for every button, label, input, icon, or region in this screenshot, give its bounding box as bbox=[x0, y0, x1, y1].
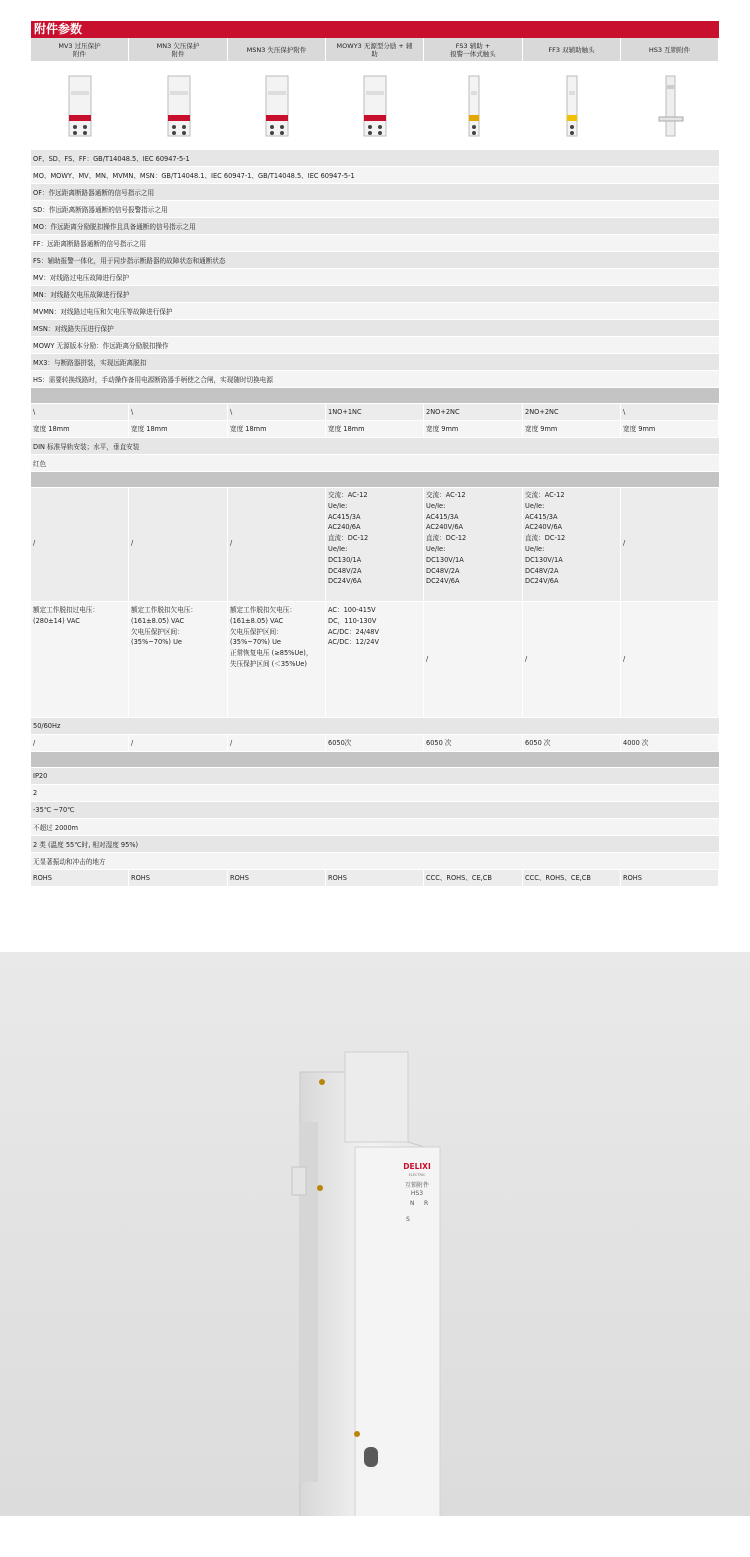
spec-row: HS：需要转换线路时，手动操作备用电源断路器手柄使之合闸，实现随时切换电源 bbox=[31, 371, 719, 387]
column-header-label: MV3 过压保护 附件 bbox=[58, 41, 101, 58]
table-cell: / bbox=[131, 739, 134, 747]
table-cell: / bbox=[33, 539, 36, 547]
table-cell: ROHS bbox=[230, 874, 249, 882]
spec-row: 红色 bbox=[31, 455, 719, 471]
photo-brand-sub: ELECTRIC bbox=[408, 1173, 426, 1177]
table-cell: 2NO+2NC bbox=[426, 408, 460, 416]
spec-row: 2 bbox=[31, 785, 719, 801]
spec-row: 2 类 (温度 55℃时, 相对湿度 95%) bbox=[31, 836, 719, 852]
table-cell: CCC、ROHS、CE,CB bbox=[426, 874, 492, 882]
spec-row: FF：远距离断路器通断的信号指示之用 bbox=[31, 235, 719, 251]
column-header bbox=[424, 38, 522, 61]
product-thumbnail bbox=[326, 63, 424, 148]
spec-row: DIN 标准导轨安装；水平，垂直安装 bbox=[31, 438, 719, 454]
table-cell: 2NO+2NC bbox=[525, 408, 559, 416]
photo-product-name: 互锁附件 bbox=[404, 1182, 429, 1189]
photo-brand: DELIXI bbox=[403, 1162, 431, 1171]
spec-row: MVMN：对线路过电压和欠电压等故障进行保护 bbox=[31, 303, 719, 319]
product-thumbnail-image bbox=[262, 71, 292, 141]
spec-row: MO：作远距离分励脱扣操作且具备通断的信号指示之用 bbox=[31, 218, 719, 234]
spec-row: MOWY 无源版本分励：作远距离分励脱扣操作 bbox=[31, 337, 719, 353]
section-divider bbox=[31, 752, 719, 767]
table-cell: 4000 次 bbox=[623, 739, 649, 747]
table-cell: \ bbox=[623, 408, 626, 416]
product-thumbnail bbox=[523, 63, 621, 148]
table-cell: 宽度 18mm bbox=[328, 425, 365, 433]
product-thumbnail-image bbox=[655, 71, 685, 141]
table-cell: / bbox=[623, 655, 626, 663]
table-cell: 交流：AC-12 Ue/Ie: AC415/3A AC240/6A 直流：DC-12 Ue/Ie: DC130/1A DC48V/2A DC24V/6A bbox=[328, 491, 369, 586]
product-thumbnail bbox=[621, 63, 719, 148]
table-cell: 6050 次 bbox=[525, 739, 551, 747]
product-thumbnail-image bbox=[557, 71, 587, 141]
table-cell: / bbox=[426, 655, 429, 663]
section-title: 附件参数 bbox=[31, 21, 719, 38]
table-cell: / bbox=[230, 739, 233, 747]
table-cell: / bbox=[525, 655, 528, 663]
column-header-label: HS3 互锁附件 bbox=[648, 45, 691, 54]
table-cell: CCC、ROHS、CE,CB bbox=[525, 874, 591, 882]
product-thumbnail-image bbox=[164, 71, 194, 141]
spec-row: 不超过 2000m bbox=[31, 819, 719, 835]
table-cell: \ bbox=[230, 408, 233, 416]
spec-row: OF：作远距离断路器通断的信号指示之用 bbox=[31, 184, 719, 200]
table-cell: / bbox=[33, 739, 36, 747]
table-cell: \ bbox=[33, 408, 36, 416]
spec-row: MSN：对线路失压进行保护 bbox=[31, 320, 719, 336]
column-header-label: MSN3 失压保护附件 bbox=[246, 45, 307, 54]
product-thumbnail bbox=[424, 63, 523, 148]
table-cell: / bbox=[623, 539, 626, 547]
section-divider bbox=[31, 472, 719, 487]
table-cell: 6050 次 bbox=[426, 739, 452, 747]
table-cell: 交流：AC-12 Ue/Ie: AC415/3A AC240V/6A 直流：DC-12 Ue/Ie: DC130V/1A DC48V/2A DC24V/6A bbox=[525, 491, 566, 586]
table-cell: 1NO+1NC bbox=[328, 408, 362, 416]
photo-model: HS3 bbox=[410, 1190, 424, 1197]
table-cell: ROHS bbox=[131, 874, 150, 882]
table-cell: 宽度 9mm bbox=[623, 425, 656, 433]
product-thumbnail bbox=[129, 63, 228, 148]
product-thumbnail-image bbox=[65, 71, 95, 141]
column-header bbox=[228, 38, 325, 61]
table-cell: 宽度 18mm bbox=[230, 425, 267, 433]
spec-row: OF、SD、FS、FF：GB/T14048.5、IEC 60947-5-1 bbox=[31, 150, 719, 166]
spec-row: -35℃ ~70℃ bbox=[31, 802, 719, 818]
spec-row: 无显著振动和冲击的地方 bbox=[31, 853, 719, 869]
product-thumbnail bbox=[31, 63, 129, 148]
column-header-label: FS3 辅助 + 报警一体式触头 bbox=[450, 41, 496, 58]
table-cell: 宽度 9mm bbox=[426, 425, 459, 433]
spec-row: MN：对线路欠电压故障进行保护 bbox=[31, 286, 719, 302]
table-cell: ROHS bbox=[623, 874, 642, 882]
product-photo bbox=[0, 952, 750, 1516]
spec-row: SD：作远距离断路器通断的信号报警指示之用 bbox=[31, 201, 719, 217]
spec-row: MO、MOWY、MV、MN、MVMN、MSN：GB/T14048.1、IEC 60947-1、GB/T14048.5、IEC 60947-5-1 bbox=[31, 167, 719, 183]
product-thumbnail-image bbox=[459, 71, 489, 141]
column-header-label: MN3 欠压保护 附件 bbox=[156, 41, 200, 58]
column-header-label: FF3 双辅助触头 bbox=[548, 45, 595, 54]
spec-row: FS：辅助报警一体化，用于同步指示断路器的故障状态和通断状态 bbox=[31, 252, 719, 268]
table-cell: / bbox=[131, 539, 134, 547]
table-cell: 额定工作脱扣欠电压： (161±8.05) VAC 欠电压保护区间： (35%~70%) Ue 正常恢复电压 (≥85%Ue)， 失压保护区间 (＜35%Ue) bbox=[230, 606, 313, 668]
spec-row: MV：对线路过电压故障进行保护 bbox=[31, 269, 719, 285]
table-cell: 宽度 18mm bbox=[131, 425, 168, 433]
table-cell: 宽度 18mm bbox=[33, 425, 70, 433]
photo-label-s: S bbox=[406, 1216, 410, 1223]
table-cell: 6050次 bbox=[328, 739, 352, 747]
column-header bbox=[621, 38, 718, 61]
table-cell: ROHS bbox=[328, 874, 347, 882]
table-cell: 额定工作脱扣欠电压： (161±8.05) VAC 欠电压保护区间： (35%~70%) Ue bbox=[131, 606, 197, 647]
column-header bbox=[523, 38, 620, 61]
product-thumbnail-image bbox=[360, 71, 390, 141]
hs3-product-illustration bbox=[0, 952, 750, 1516]
product-thumbnail bbox=[228, 63, 326, 148]
spec-row: MX3：与断路器拼装，实现远距离脱扣 bbox=[31, 354, 719, 370]
photo-label-r: R bbox=[424, 1200, 429, 1207]
column-header-label: MOWY3 无源型分励 + 辅 助 bbox=[336, 41, 413, 58]
column-header bbox=[326, 38, 423, 61]
table-cell: \ bbox=[131, 408, 134, 416]
photo-label-n: N bbox=[410, 1200, 415, 1207]
table-cell: ROHS bbox=[33, 874, 52, 882]
column-header bbox=[31, 38, 128, 61]
table-cell: 额定工作脱扣过电压： (280±14) VAC bbox=[33, 606, 99, 625]
table-cell: 宽度 9mm bbox=[525, 425, 558, 433]
table-cell: 交流：AC-12 Ue/Ie: AC415/3A AC240V/6A 直流：DC-12 Ue/Ie: DC130V/1A DC48V/2A DC24V/6A bbox=[426, 491, 467, 586]
table-cell: / bbox=[230, 539, 233, 547]
spec-row: IP20 bbox=[31, 768, 719, 784]
column-header bbox=[129, 38, 227, 61]
table-cell: AC：100-415V DC，110-130V AC/DC：24/48V AC/DC：12/24V bbox=[328, 606, 380, 647]
spec-row: 50/60Hz bbox=[31, 718, 719, 734]
section-divider bbox=[31, 388, 719, 403]
